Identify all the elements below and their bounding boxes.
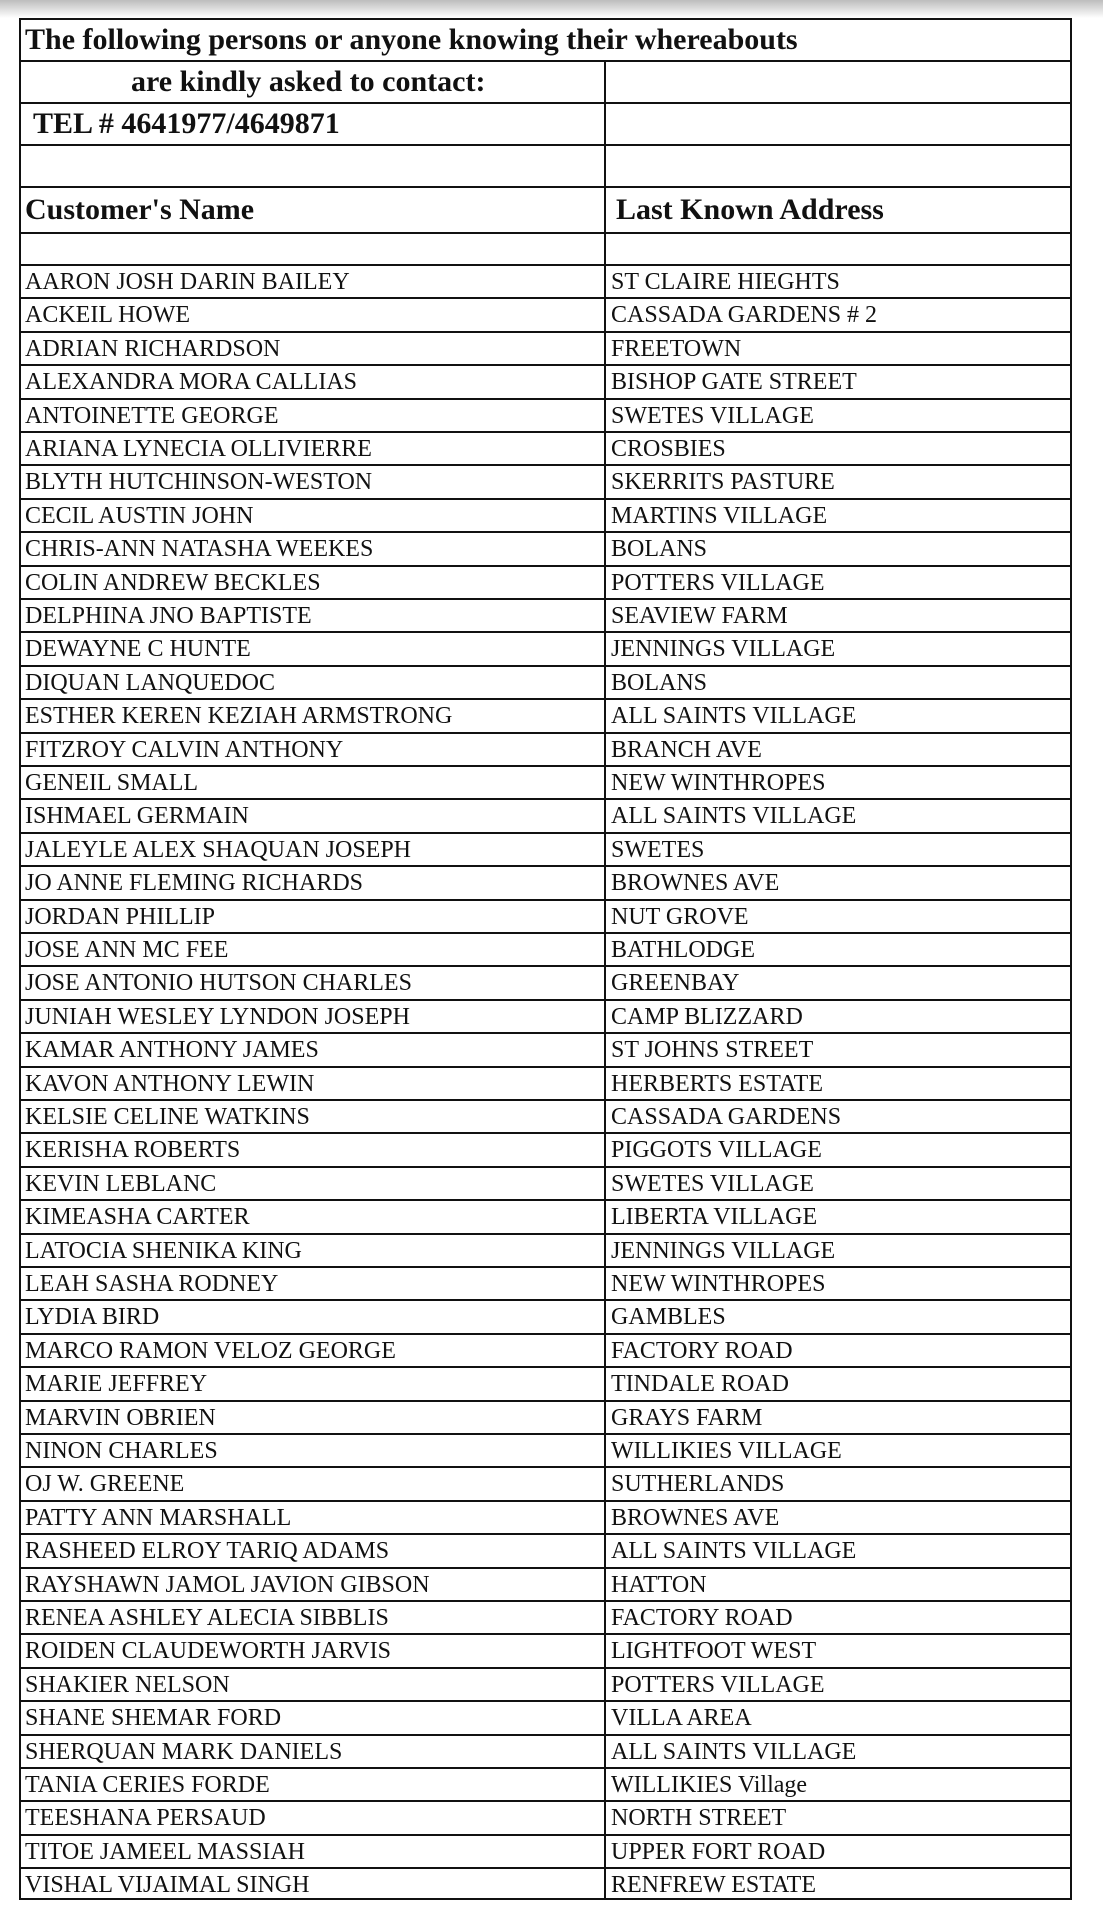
table-row bbox=[21, 800, 1070, 833]
table-row bbox=[21, 1301, 1070, 1334]
last-known-address: FREETOWN bbox=[611, 335, 742, 362]
last-known-address: SKERRITS PASTURE bbox=[611, 469, 835, 496]
customer-name: VISHAL VIJAIMAL SINGH bbox=[25, 1872, 310, 1899]
last-known-address: POTTERS VILLAGE bbox=[611, 1671, 825, 1698]
customer-name: JALEYLE ALEX SHAQUAN JOSEPH bbox=[25, 836, 412, 863]
customer-name: ADRIAN RICHARDSON bbox=[25, 335, 281, 362]
table-row bbox=[21, 967, 1070, 1000]
last-known-address: UPPER FORT ROAD bbox=[611, 1838, 826, 1865]
table-row bbox=[21, 1836, 1070, 1869]
customer-name: JOSE ANN MC FEE bbox=[25, 937, 229, 963]
customer-name: AARON JOSH DARIN BAILEY bbox=[25, 269, 350, 295]
table-row bbox=[21, 1468, 1070, 1501]
header-rule bbox=[21, 144, 1070, 146]
last-known-address: GREENBAY bbox=[611, 970, 740, 997]
last-known-address: ALL SAINTS VILLAGE bbox=[611, 703, 857, 730]
customer-name: MARIE JEFFREY bbox=[25, 1371, 208, 1398]
customer-name: MARCO RAMON VELOZ GEORGE bbox=[25, 1337, 396, 1364]
last-known-address: LIBERTA VILLAGE bbox=[611, 1204, 818, 1231]
last-known-address: SWETES bbox=[611, 836, 705, 863]
customer-name: JUNIAH WESLEY LYNDON JOSEPH bbox=[25, 1003, 410, 1030]
customer-name: KEVIN LEBLANC bbox=[25, 1170, 217, 1197]
table-row bbox=[21, 299, 1070, 332]
last-known-address: GAMBLES bbox=[611, 1304, 726, 1331]
last-known-address: WILLIKIES Village bbox=[611, 1772, 808, 1798]
table-row bbox=[21, 1201, 1070, 1234]
customer-name: LYDIA BIRD bbox=[25, 1304, 160, 1331]
table-row bbox=[21, 934, 1070, 967]
table-row bbox=[21, 901, 1070, 934]
table-row bbox=[21, 1368, 1070, 1401]
table-row bbox=[21, 1168, 1070, 1201]
last-known-address: POTTERS VILLAGE bbox=[611, 569, 825, 596]
customer-name: DELPHINA JNO BAPTISTE bbox=[25, 603, 312, 629]
customer-name: RAYSHAWN JAMOL JAVION GIBSON bbox=[25, 1571, 430, 1598]
last-known-address: ALL SAINTS VILLAGE bbox=[611, 803, 857, 830]
last-known-address: MARTINS VILLAGE bbox=[611, 502, 828, 529]
last-known-address: BATHLODGE bbox=[611, 937, 755, 963]
table-row bbox=[21, 1702, 1070, 1735]
customer-name: KERISHA ROBERTS bbox=[25, 1137, 241, 1164]
table-row bbox=[21, 1101, 1070, 1134]
customer-name: GENEIL SMALL bbox=[25, 770, 199, 796]
customer-name: TEESHANA PERSAUD bbox=[25, 1805, 266, 1832]
customer-name: ISHMAEL GERMAIN bbox=[25, 803, 249, 830]
customer-name: LEAH SASHA RODNEY bbox=[25, 1271, 279, 1297]
header-rule bbox=[21, 186, 1070, 188]
last-known-address: ALL SAINTS VILLAGE bbox=[611, 1538, 857, 1565]
customer-name: CHRIS-ANN NATASHA WEEKES bbox=[25, 536, 374, 563]
header-rule bbox=[21, 232, 1070, 234]
table-row bbox=[21, 667, 1070, 700]
customer-name: SHANE SHEMAR FORD bbox=[25, 1705, 282, 1732]
customer-name: ANTOINETTE GEORGE bbox=[25, 402, 279, 429]
last-known-address: HERBERTS ESTATE bbox=[611, 1070, 823, 1097]
customer-name: FITZROY CALVIN ANTHONY bbox=[25, 736, 344, 763]
table-row bbox=[21, 500, 1070, 533]
table-row bbox=[21, 1001, 1070, 1034]
table-row bbox=[21, 1502, 1070, 1535]
last-known-address: ALL SAINTS VILLAGE bbox=[611, 1738, 857, 1765]
customer-name: PATTY ANN MARSHALL bbox=[25, 1504, 292, 1531]
customer-name: ACKEIL HOWE bbox=[25, 302, 191, 329]
last-known-address: FACTORY ROAD bbox=[611, 1337, 793, 1364]
last-known-address: BOLANS bbox=[611, 536, 708, 563]
table-row bbox=[21, 834, 1070, 867]
last-known-address: GRAYS FARM bbox=[611, 1404, 763, 1431]
table-row bbox=[21, 1034, 1070, 1067]
last-known-address: TINDALE ROAD bbox=[611, 1371, 789, 1398]
contact-telephone: TEL # 4641977/4649871 bbox=[33, 107, 340, 140]
table-row bbox=[21, 867, 1070, 900]
table-row bbox=[21, 1769, 1070, 1802]
table-row bbox=[21, 1569, 1070, 1602]
table-row bbox=[21, 266, 1070, 299]
customer-name: KAMAR ANTHONY JAMES bbox=[25, 1037, 319, 1064]
last-known-address: CASSADA GARDENS # 2 bbox=[611, 302, 878, 329]
customer-name: ESTHER KEREN KEZIAH ARMSTRONG bbox=[25, 703, 453, 730]
customer-name: KELSIE CELINE WATKINS bbox=[25, 1104, 310, 1130]
table-row bbox=[21, 1402, 1070, 1435]
last-known-address: CAMP BLIZZARD bbox=[611, 1003, 803, 1030]
customer-name: TANIA CERIES FORDE bbox=[25, 1772, 270, 1798]
table-row bbox=[21, 1669, 1070, 1702]
table-row bbox=[21, 1068, 1070, 1101]
last-known-address: BOLANS bbox=[611, 669, 708, 696]
last-known-address: HATTON bbox=[611, 1571, 707, 1598]
customer-name: DEWAYNE C HUNTE bbox=[25, 636, 251, 663]
customer-name: RASHEED ELROY TARIQ ADAMS bbox=[25, 1538, 390, 1565]
last-known-address: FACTORY ROAD bbox=[611, 1605, 793, 1631]
last-known-address: LIGHTFOOT WEST bbox=[611, 1638, 817, 1665]
last-known-address: CASSADA GARDENS bbox=[611, 1104, 842, 1130]
last-known-address: BISHOP GATE STREET bbox=[611, 369, 857, 396]
customer-name: JO ANNE FLEMING RICHARDS bbox=[25, 870, 364, 897]
customer-name: RENEA ASHLEY ALECIA SIBBLIS bbox=[25, 1605, 389, 1631]
table-row bbox=[21, 1602, 1070, 1635]
table-row bbox=[21, 1535, 1070, 1568]
table-row bbox=[21, 1736, 1070, 1769]
customer-name: BLYTH HUTCHINSON-WESTON bbox=[25, 469, 373, 496]
last-known-address: BROWNES AVE bbox=[611, 870, 780, 897]
last-known-address: JENNINGS VILLAGE bbox=[611, 1237, 836, 1264]
last-known-address: BROWNES AVE bbox=[611, 1504, 780, 1531]
customer-name: CECIL AUSTIN JOHN bbox=[25, 502, 254, 529]
last-known-address: SWETES VILLAGE bbox=[611, 1170, 814, 1197]
customer-name: KAVON ANTHONY LEWIN bbox=[25, 1070, 315, 1097]
top-edge-shadow bbox=[0, 0, 1103, 18]
last-known-address: CROSBIES bbox=[611, 436, 726, 462]
notice-line-2: are kindly asked to contact: bbox=[131, 65, 486, 98]
notice-table bbox=[19, 18, 1072, 1900]
customer-name: COLIN ANDREW BECKLES bbox=[25, 569, 321, 596]
last-known-address: NEW WINTHROPES bbox=[611, 1271, 826, 1297]
last-known-address: SUTHERLANDS bbox=[611, 1471, 785, 1498]
table-row bbox=[21, 1635, 1070, 1668]
customer-name: SHAKIER NELSON bbox=[25, 1671, 230, 1698]
customer-name: SHERQUAN MARK DANIELS bbox=[25, 1738, 343, 1765]
customer-name: TITOE JAMEEL MASSIAH bbox=[25, 1838, 305, 1865]
customer-name: DIQUAN LANQUEDOC bbox=[25, 669, 275, 696]
table-row bbox=[21, 333, 1070, 366]
table-row bbox=[21, 1335, 1070, 1368]
customer-name: ARIANA LYNECIA OLLIVIERRE bbox=[25, 436, 372, 462]
last-known-address: WILLIKIES VILLAGE bbox=[611, 1438, 842, 1464]
last-known-address: JENNINGS VILLAGE bbox=[611, 636, 836, 663]
last-known-address: ST JOHNS STREET bbox=[611, 1037, 814, 1064]
customer-name: KIMEASHA CARTER bbox=[25, 1204, 250, 1231]
last-known-address: NUT GROVE bbox=[611, 903, 749, 930]
table-row bbox=[21, 1435, 1070, 1468]
table-row bbox=[21, 400, 1070, 433]
table-row bbox=[21, 1235, 1070, 1268]
last-known-address: SWETES VILLAGE bbox=[611, 402, 814, 429]
notice-line-1: The following persons or anyone knowing their whereabouts bbox=[25, 20, 802, 60]
last-known-address: NORTH STREET bbox=[611, 1805, 787, 1832]
customer-name: MARVIN OBRIEN bbox=[25, 1404, 216, 1431]
table-row bbox=[21, 1134, 1070, 1167]
table-row bbox=[21, 734, 1070, 767]
customer-name: JORDAN PHILLIP bbox=[25, 903, 216, 930]
customer-name: NINON CHARLES bbox=[25, 1438, 218, 1464]
table-row bbox=[21, 633, 1070, 666]
table-row bbox=[21, 533, 1070, 566]
customer-name: ALEXANDRA MORA CALLIAS bbox=[25, 369, 358, 396]
table-row bbox=[21, 1869, 1070, 1902]
table-row bbox=[21, 433, 1070, 466]
last-known-address: PIGGOTS VILLAGE bbox=[611, 1137, 822, 1164]
last-known-address: RENFREW ESTATE bbox=[611, 1872, 816, 1899]
customer-name: OJ W. GREENE bbox=[25, 1471, 185, 1498]
column-header-name: Customer's Name bbox=[25, 193, 255, 226]
table-row bbox=[21, 1268, 1070, 1301]
table-row bbox=[21, 466, 1070, 499]
table-row bbox=[21, 700, 1070, 733]
table-row bbox=[21, 567, 1070, 600]
column-header-address: Last Known Address bbox=[616, 193, 884, 226]
customer-name: ROIDEN CLAUDEWORTH JARVIS bbox=[25, 1638, 391, 1665]
customer-name: LATOCIA SHENIKA KING bbox=[25, 1237, 302, 1264]
table-row bbox=[21, 600, 1070, 633]
last-known-address: ST CLAIRE HIEGHTS bbox=[611, 269, 840, 295]
last-known-address: VILLA AREA bbox=[611, 1705, 752, 1732]
last-known-address: SEAVIEW FARM bbox=[611, 603, 788, 629]
last-known-address: NEW WINTHROPES bbox=[611, 770, 826, 796]
table-row bbox=[21, 366, 1070, 399]
customer-name: JOSE ANTONIO HUTSON CHARLES bbox=[25, 970, 412, 997]
table-row bbox=[21, 1802, 1070, 1835]
last-known-address: BRANCH AVE bbox=[611, 736, 762, 763]
table-row bbox=[21, 767, 1070, 800]
